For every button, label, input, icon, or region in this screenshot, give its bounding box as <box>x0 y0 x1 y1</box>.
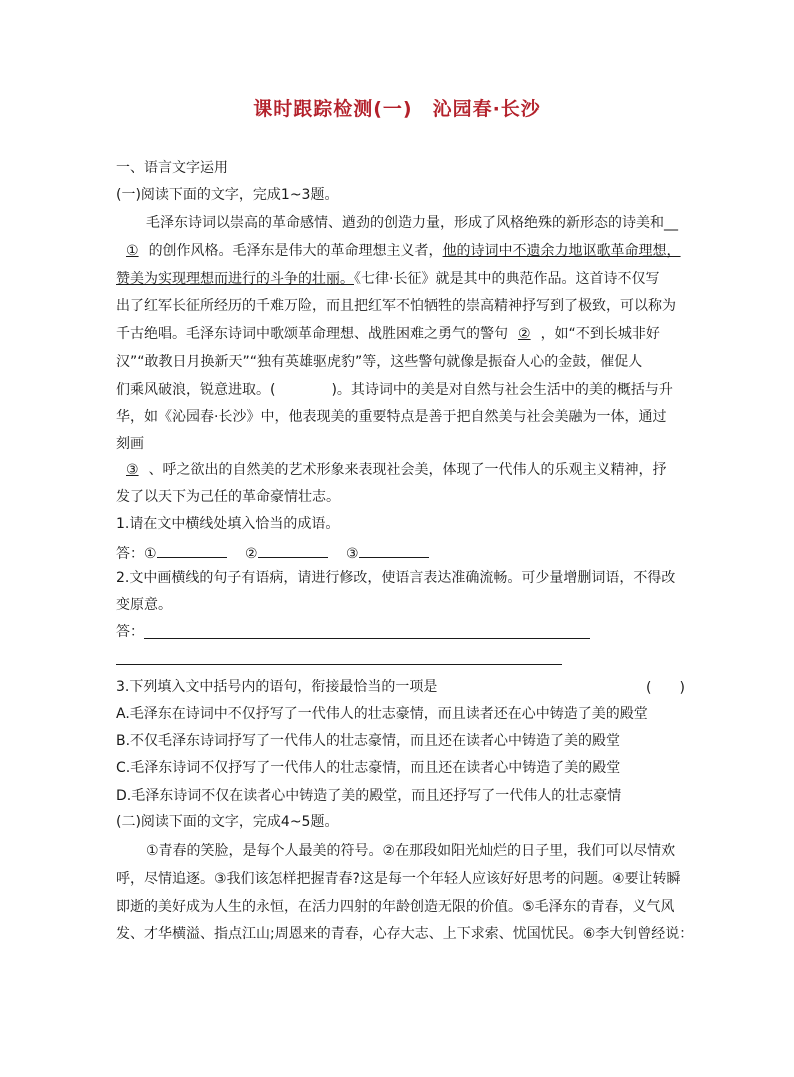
question-3-answer-paren[interactable]: ( ) <box>646 680 685 696</box>
passage2-line2: 呼，尽情追逐。③我们该怎样把握青春?这是每一个年轻人应该好好思考的问题。④要让转瞬 <box>116 871 681 887</box>
passage1-line10: ③ 、呼之欲出的自然美的艺术形象来表现社会美，体现了一代伟人的乐观主义精神，抒 <box>116 460 667 480</box>
passage1-line5: 千古绝唱。毛泽东诗词中歌颂革命理想、战胜困难之勇气的警句 ② ，如“不到长城非好 <box>116 326 660 342</box>
passage2-line3: 即逝的美好成为人生的永恒，在活力四射的年龄创造无限的价值。⑤毛泽东的青春，义气风 <box>116 899 675 915</box>
passage1-line8: 华，如《沁园春·长沙》中，他表现美的重要特点是善于把自然美与社会美融为一体，通过 <box>116 409 667 425</box>
passage2-line4: 发、才华横溢、指点江山;周恩来的青春，心存大志、上下求索、忧国忧民。⑥李大钊曾经说： <box>116 926 694 942</box>
answer-blank-2[interactable] <box>258 541 328 558</box>
option-d[interactable]: D.毛泽东诗词不仅在读者心中铸造了美的殿堂，而且还抒写了一代伟人的壮志豪情 <box>116 788 622 804</box>
part1-intro: (一)阅读下面的文字，完成1~3题。 <box>116 187 339 203</box>
question-2-line2: 变原意。 <box>116 597 172 613</box>
part2-intro: (二)阅读下面的文字，完成4~5题。 <box>116 814 339 830</box>
question-1-answer: 答：① ② ③ <box>116 541 429 564</box>
passage1-line7: 们乘风破浪，锐意进取。( )。其诗词中的美是对自然与社会生活中的美的概括与升 <box>116 382 673 398</box>
passage1-line4: 出了红军长征所经历的千难万险，而且把红军不怕牺牲的崇高精神抒写到了极致，可以称为 <box>116 298 676 314</box>
answer-blank-3[interactable] <box>359 541 429 558</box>
answer-blank-1[interactable] <box>157 541 227 558</box>
question-2-answer-label: 答： <box>116 624 144 640</box>
answer-line-1[interactable] <box>144 638 590 639</box>
option-a[interactable]: A.毛泽东在诗词中不仅抒写了一代伟人的壮志豪情，而且读者还在心中铸造了美的殿堂 <box>116 706 648 722</box>
passage1-line2: ① 的创作风格。毛泽东是伟大的革命理想主义者，他的诗词中不遗余力地讴歌革命理想， <box>116 241 681 261</box>
underlined-sentence-part2: 赞美为实现理想而进行的斗争的壮丽。 <box>116 271 354 287</box>
question-2-line1: 2.文中画横线的句子有语病，请进行修改，使语言表达准确流畅。可少量增删词语，不得改 <box>116 570 676 586</box>
question-3: 3.下列填入文中括号内的语句，衔接最恰当的一项是 <box>116 679 438 695</box>
blank-3-mark: ③ <box>126 462 139 478</box>
question-1: 1.请在文中横线处填入恰当的成语。 <box>116 516 340 532</box>
blank-1-mark: ① <box>126 243 139 259</box>
passage1-line9: 刻画 <box>116 436 144 452</box>
passage1-line6: 汉”“敢教日月换新天”“独有英雄驱虎豹”等，这些警句就像是振奋人心的金鼓，催促人 <box>116 354 643 370</box>
option-c[interactable]: C.毛泽东诗词不仅抒写了一代伟人的壮志豪情，而且还在读者心中铸造了美的殿堂 <box>116 760 621 776</box>
passage2-line1: ①青春的笑脸，是每个人最美的符号。②在那段如阳光灿烂的日子里，我们可以尽情欢 <box>146 843 676 859</box>
section-heading: 一、语言文字运用 <box>116 160 228 176</box>
passage1-line3: 赞美为实现理想而进行的斗争的壮丽。《七律·长征》就是其中的典范作品。这首诗不仅写 <box>116 271 660 287</box>
blank-2-mark: ② <box>518 326 531 342</box>
answer-line-2[interactable] <box>116 664 562 665</box>
underlined-sentence-part1: 他的诗词中不遗余力地讴歌革命理想， <box>442 243 681 259</box>
passage1-line1: 毛泽东诗词以崇高的革命感情、遒劲的创造力量，形成了风格绝殊的新形态的诗美和__ <box>146 215 678 231</box>
passage1-line11: 发了以天下为己任的革命豪情壮志。 <box>116 489 340 505</box>
page-title: 课时跟踪检测(一) 沁园春·长沙 <box>253 98 541 120</box>
option-b[interactable]: B.不仅毛泽东诗词抒写了一代伟人的壮志豪情，而且还在读者心中铸造了美的殿堂 <box>116 733 621 749</box>
